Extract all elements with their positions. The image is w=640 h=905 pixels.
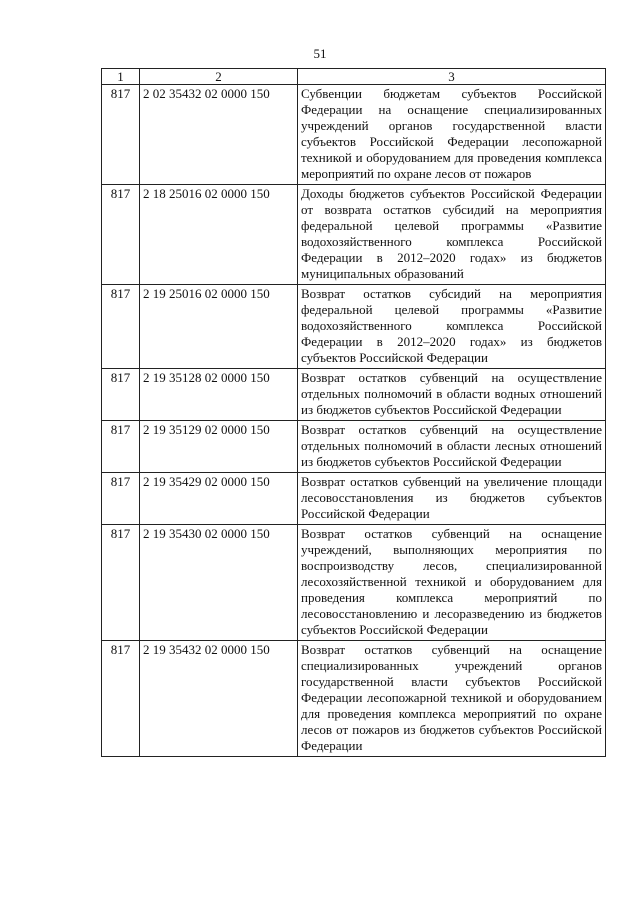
table-row <box>102 525 606 641</box>
admin-code-cell: 817 <box>102 85 140 185</box>
admin-code-cell: 817 <box>102 473 140 525</box>
table-row <box>102 641 606 757</box>
table-row <box>102 473 606 525</box>
column-header-1: 1 <box>102 69 140 85</box>
revenue-name-cell: Возврат остатков субвенций на осуществление отдельных полномочий в области водных отношений из бюджетов субъектов Российской Федерации <box>298 369 606 421</box>
budget-code-cell: 2 19 35432 02 0000 150 <box>140 641 298 757</box>
budget-code-cell: 2 19 35129 02 0000 150 <box>140 421 298 473</box>
budget-codes-table <box>101 68 606 757</box>
admin-code-cell: 817 <box>102 185 140 285</box>
table-row <box>102 369 606 421</box>
table-row <box>102 185 606 285</box>
table-row <box>102 285 606 369</box>
revenue-name-cell: Возврат остатков субсидий на мероприятия федеральной целевой программы «Развитие водохозяйственного комплекса Российской Федерации в 2012–2020 годах» из бюджетов субъектов Российской Федерации <box>298 285 606 369</box>
page-number: 51 <box>313 46 327 61</box>
table-row <box>102 85 606 185</box>
column-header-3: 3 <box>298 69 606 85</box>
column-header-2: 2 <box>140 69 298 85</box>
admin-code-cell: 817 <box>102 369 140 421</box>
budget-code-cell: 2 19 35430 02 0000 150 <box>140 525 298 641</box>
admin-code-cell: 817 <box>102 641 140 757</box>
revenue-name-cell: Возврат остатков субвенций на оснащение учреждений, выполняющих мероприятия по воспроизводству лесов, специализированной лесохозяйственной техникой и оборудованием для проведения комплекса мероприятий по лесовосстановлению и лесоразведению из бюджетов субъектов Российской Федерации <box>298 525 606 641</box>
budget-code-cell: 2 18 25016 02 0000 150 <box>140 185 298 285</box>
revenue-name-cell: Возврат остатков субвенций на осуществление отдельных полномочий в области лесных отношений из бюджетов субъектов Российской Федерации <box>298 421 606 473</box>
revenue-name-cell: Возврат остатков субвенций на увеличение площади лесовосстановления из бюджетов субъектов Российской Федерации <box>298 473 606 525</box>
admin-code-cell: 817 <box>102 421 140 473</box>
admin-code-cell: 817 <box>102 525 140 641</box>
budget-code-cell: 2 19 35429 02 0000 150 <box>140 473 298 525</box>
table-header-row <box>102 69 606 85</box>
revenue-name-cell: Возврат остатков субвенций на оснащение специализированных учреждений органов государственной власти субъектов Российской Федерации лесопожарной техникой и оборудованием для проведения комплекса мероприятий по охране лесов от пожаров из бюджетов субъектов Российской Федерации <box>298 641 606 757</box>
revenue-name-cell: Доходы бюджетов субъектов Российской Федерации от возврата остатков субсидий на мероприятия федеральной целевой программы «Развитие водохозяйственного комплекса Российской Федерации в 2012–2020 годах» из бюджетов муниципальных образований <box>298 185 606 285</box>
budget-code-cell: 2 19 35128 02 0000 150 <box>140 369 298 421</box>
admin-code-cell: 817 <box>102 285 140 369</box>
budget-code-cell: 2 02 35432 02 0000 150 <box>140 85 298 185</box>
revenue-name-cell: Субвенции бюджетам субъектов Российской Федерации на оснащение специализированных учреждений органов государственной власти субъектов Российской Федерации лесопожарной техникой и оборудованием для проведения комплекса мероприятий по охране лесов от пожаров <box>298 85 606 185</box>
budget-code-cell: 2 19 25016 02 0000 150 <box>140 285 298 369</box>
table-row <box>102 421 606 473</box>
